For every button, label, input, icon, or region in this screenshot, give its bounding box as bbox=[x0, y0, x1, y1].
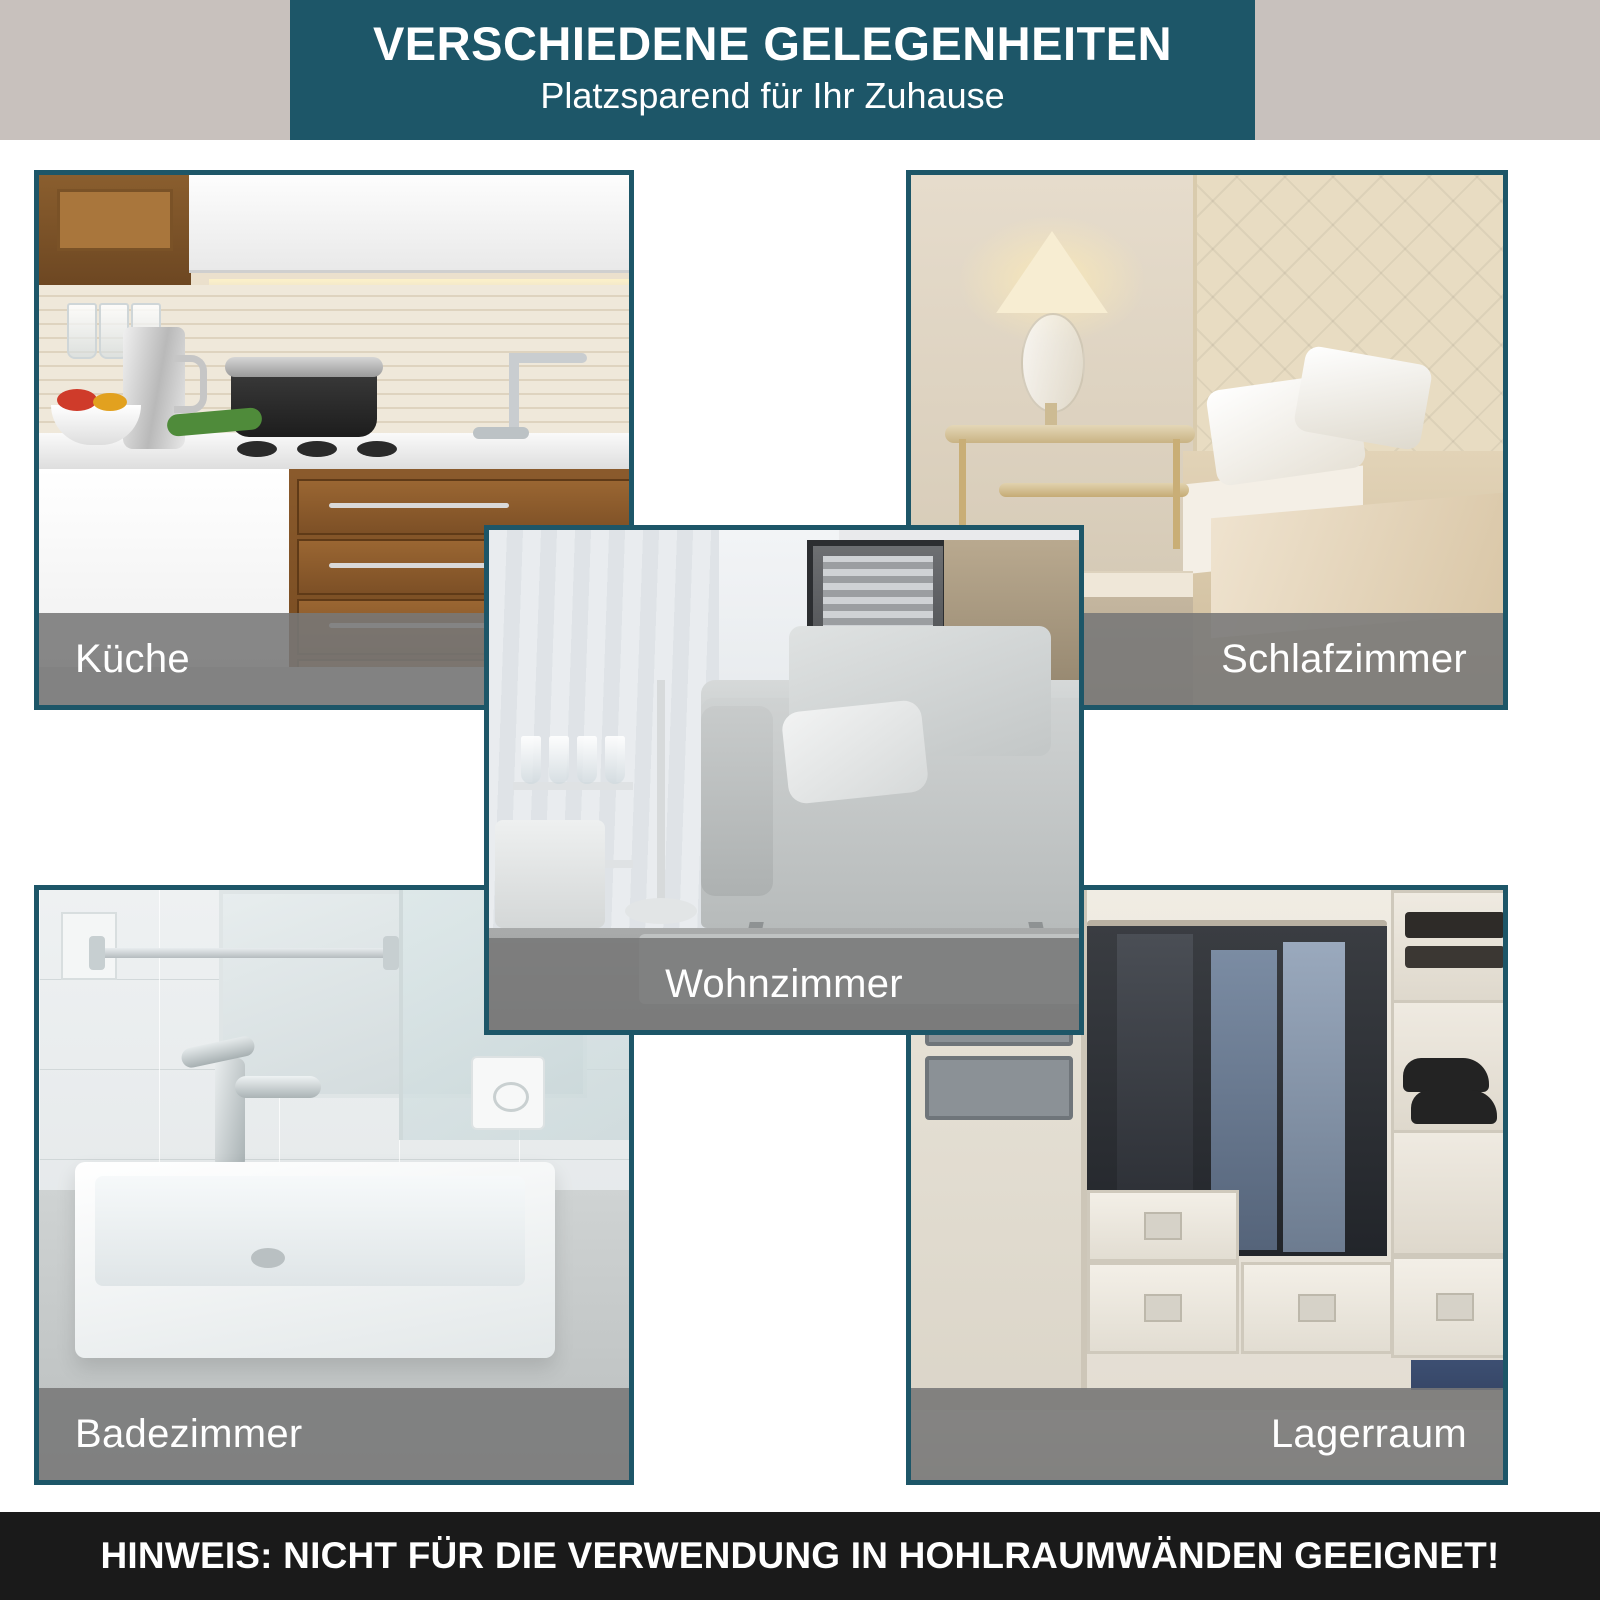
footer-notice-text: HINWEIS: NICHT FÜR DIE VERWENDUNG IN HOHLRAUMWÄNDEN GEEIGNET! bbox=[100, 1535, 1500, 1576]
tile-storage-caption-bar bbox=[911, 1388, 1503, 1480]
tile-bedroom-label: Schlafzimmer bbox=[1221, 636, 1467, 681]
tile-living-room[interactable] bbox=[484, 525, 1084, 1035]
header-banner bbox=[290, 0, 1255, 140]
tile-bathroom-caption-bar bbox=[39, 1388, 629, 1480]
tile-bathroom-label: Badezimmer bbox=[75, 1411, 303, 1456]
tile-storage-label: Lagerraum bbox=[1270, 1411, 1467, 1456]
tile-living-room-label: Wohnzimmer bbox=[665, 961, 903, 1006]
page-title: VERSCHIEDENE GELEGENHEITEN bbox=[372, 16, 1173, 70]
image-collage bbox=[0, 140, 1600, 1515]
header-left-background bbox=[0, 0, 290, 140]
tile-kitchen-label: Küche bbox=[75, 636, 190, 681]
tile-living-room-caption-bar bbox=[489, 938, 1079, 1030]
footer-notice-bar bbox=[0, 1512, 1600, 1600]
page-subtitle: Platzsparend für Ihr Zuhause bbox=[540, 75, 1005, 117]
header-right-background bbox=[1255, 0, 1600, 140]
